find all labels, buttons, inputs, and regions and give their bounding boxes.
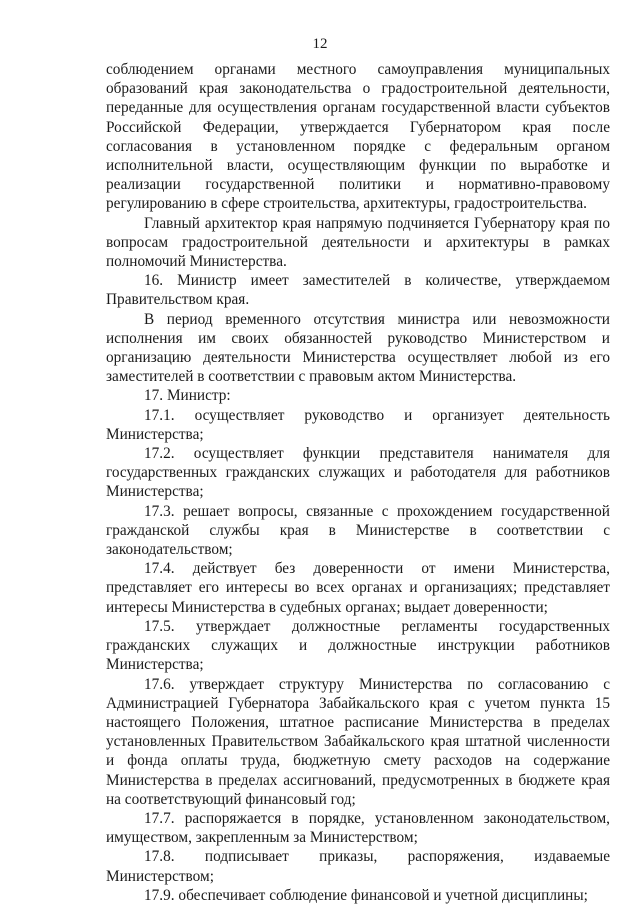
paragraph-17-9: 17.9. обеспечивает соблюдение финансовой и учетной дисциплины; xyxy=(144,886,588,904)
paragraph-17-1: 17.1. осуществляет руководство и организует деятельность Министерства; xyxy=(106,406,610,443)
paragraph-17-5: 17.5. утверждает должностные регламенты государственных гражданских служащих и должностные инструкции работников Министерства; xyxy=(106,617,610,674)
page-number: 12 xyxy=(312,36,328,52)
paragraph-17-4: 17.4. действует без доверенности от имени Министерства, представляет его интересы во всех органах и организациях; представляет интересы Министерства в судебных органах; выдает доверенности; xyxy=(106,560,610,616)
paragraph-chief-architect: Главный архитектор края напрямую подчиняется Губернатору края по вопросам градостроительной деятельности и архитектуры в рамках полномочий Министерства. xyxy=(106,214,610,271)
paragraph-17: 17. Министр: xyxy=(144,387,231,405)
paragraph-17-6: 17.6. утверждает структуру Министерства по согласованию с Администрацией Губернатора Забайкальского края с учетом пункта 15 настоящего Положения, штатное расписание Министерства в пределах установленных Правительством Забайкальского края штатной численности и фонда оплаты труда, бюджетную смету расходов на содержание Министерства в пределах ассигнований, предусмотренных в бюджете края на соответствующий финансовый год; xyxy=(106,675,610,808)
paragraph-continuation: соблюдением органами местного самоуправления муниципальных образований края законодательства о градостроительной деятельности, переданные для осуществления органам государственной власти субъектов Российской Федерации, утверждается Губернатором края после согласования в установленном порядке с федеральным органом исполнительной власти, осуществляющим функции по выработке и реализации государственной политики и нормативно-правовому регулированию в сфере строительства, архитектуры, градостроительства. xyxy=(106,61,610,213)
paragraph-17-2: 17.2. осуществляет функции представителя нанимателя для государственных гражданских служащих и работодателя для работников Министерства; xyxy=(106,445,610,501)
paragraph-17-7: 17.7. распоряжается в порядке, установленном законодательством, имуществом, закрепленным за Министерством; xyxy=(106,809,610,847)
document-body xyxy=(106,60,610,905)
paragraph-16-absence: В период временного отсутствия министра или невозможности исполнения им своих обязанностей руководство Министерством и организацию деятельности Министерства осуществляет любой из его заместителей в соответствии с правовым актом Министерства. xyxy=(106,310,610,386)
paragraph-16: 16. Министр имеет заместителей в количестве, утверждаемом Правительством края. xyxy=(106,272,610,309)
paragraph-17-3: 17.3. решает вопросы, связанные с прохождением государственной гражданской службы края в Министерстве в соответствии с законодательством; xyxy=(106,502,610,559)
paragraph-17-8: 17.8. подписывает приказы, распоряжения, издаваемые Министерством; xyxy=(106,848,610,885)
